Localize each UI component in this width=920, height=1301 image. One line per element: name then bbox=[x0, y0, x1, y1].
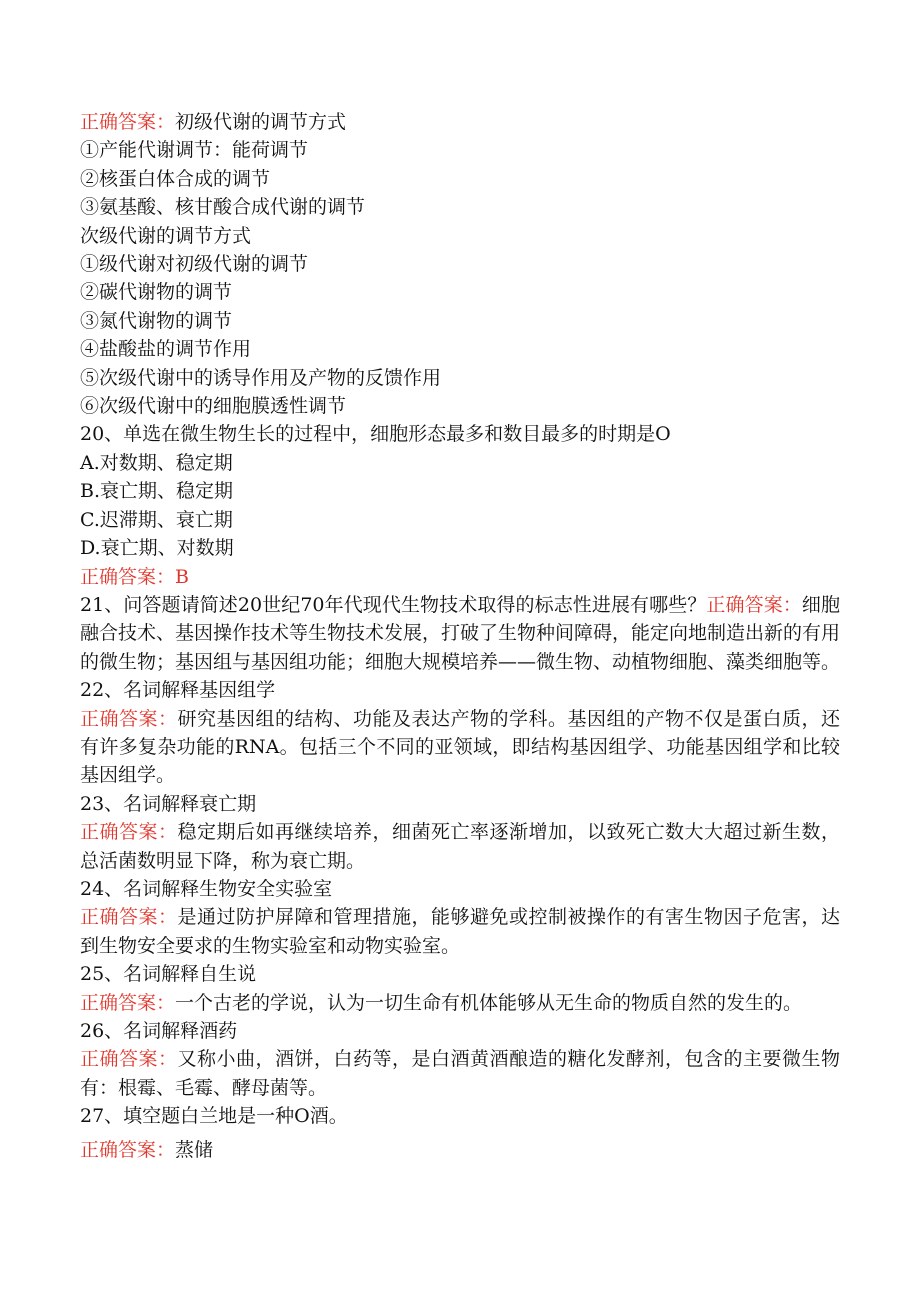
option-a: A.对数期、稳定期 bbox=[80, 451, 233, 474]
option-b: B.衰亡期、稳定期 bbox=[80, 480, 234, 503]
answer-label: 正确答案： bbox=[80, 1138, 176, 1161]
answer-line-metabolism bbox=[80, 108, 840, 136]
list-item: ⑥次级代谢中的细胞膜透性调节 bbox=[80, 395, 347, 418]
question-24: 24、名词解释生物安全实验室 bbox=[80, 877, 333, 900]
answer-label: 正确答案： bbox=[80, 707, 178, 730]
list-item: ②核蛋白体合成的调节 bbox=[80, 167, 271, 190]
question-23: 23、名词解释衰亡期 bbox=[80, 792, 257, 815]
list-item: ②碳代谢物的调节 bbox=[80, 281, 233, 304]
answer-20: B bbox=[175, 565, 189, 588]
answer-block-26 bbox=[80, 1045, 840, 1102]
question-27: 27、填空题白兰地是一种O酒。 bbox=[80, 1105, 348, 1128]
list-item: ④盐酸盐的调节作用 bbox=[80, 338, 252, 361]
answer-25: 一个古老的学说，认为一切生命有机体能够从无生命的物质自然的发生的。 bbox=[175, 991, 803, 1014]
answer-21: 细胞融合技术、基因操作技术等生物技术发展，打破了生物种间障碍，能定向地制造出新的有用的微生物；基因组与基因组功能；细胞大规模培养——微生物、动植物细胞、藻类细胞等。 bbox=[80, 593, 841, 673]
answer-block-23 bbox=[80, 818, 840, 875]
answer-23: 稳定期后如再继续培养，细菌死亡率逐渐增加，以致死亡数大大超过新生数，总活菌数明显下降，称为衰亡期。 bbox=[80, 821, 840, 872]
answer-label: 正确答案： bbox=[80, 565, 176, 588]
question-25: 25、名词解释自生说 bbox=[80, 963, 257, 986]
primary-regulation-title: 初级代谢的调节方式 bbox=[175, 111, 347, 133]
secondary-regulation-title: 次级代谢的调节方式 bbox=[80, 224, 252, 247]
answer-label: 正确答案： bbox=[80, 991, 176, 1014]
list-item: ③氮代谢物的调节 bbox=[80, 309, 233, 332]
list-item: ①级代谢对初级代谢的调节 bbox=[80, 253, 309, 276]
question-21: 21、问答题请简述20世纪70年代现代生物技术取得的标志性进展有哪些？ bbox=[80, 593, 707, 616]
answer-label: 正确答案： bbox=[80, 906, 178, 929]
answer-label: 正确答案： bbox=[80, 821, 178, 844]
list-item: ③氨基酸、核甘酸合成代谢的调节 bbox=[80, 196, 366, 219]
answer-label: 正确答案： bbox=[706, 593, 802, 616]
answer-26: 又称小曲，酒饼，白药等，是白酒黄酒酿造的糖化发酵剂，包含的主要微生物有：根霉、毛霉、酵母菌等。 bbox=[80, 1048, 840, 1099]
answer-line-20 bbox=[80, 563, 840, 591]
option-c: C.迟滞期、衰亡期 bbox=[80, 508, 233, 531]
question-22: 22、名词解释基因组学 bbox=[80, 679, 276, 702]
list-item: ①产能代谢调节：能荷调节 bbox=[80, 139, 309, 162]
answer-27: 蒸储 bbox=[175, 1138, 214, 1161]
answer-22: 研究基因组的结构、功能及表达产物的学科。基因组的产物不仅是蛋白质，还有许多复杂功能的RNA。包括三个不同的亚领域，即结构基因组学、功能基因组学和比较基因组学。 bbox=[80, 707, 840, 787]
answer-block-22 bbox=[80, 705, 840, 790]
answer-24: 是通过防护屏障和管理措施，能够避免或控制被操作的有害生物因子危害，达到生物安全要求的生物实验室和动物实验室。 bbox=[80, 906, 840, 957]
question-20: 20、单选在微生物生长的过程中，细胞形态最多和数目最多的时期是O bbox=[80, 423, 671, 446]
question-26: 26、名词解释酒药 bbox=[80, 1020, 238, 1042]
list-item: ⑤次级代谢中的诱导作用及产物的反馈作用 bbox=[80, 366, 442, 389]
answer-label: 正确答案： bbox=[80, 111, 176, 133]
answer-block-24 bbox=[80, 903, 840, 960]
answer-block-25 bbox=[80, 989, 840, 1017]
question-21-block bbox=[80, 591, 840, 676]
document-page bbox=[80, 108, 840, 1164]
answer-label: 正确答案： bbox=[80, 1048, 178, 1071]
option-d: D.衰亡期、对数期 bbox=[80, 537, 234, 560]
answer-line-27 bbox=[80, 1136, 840, 1164]
